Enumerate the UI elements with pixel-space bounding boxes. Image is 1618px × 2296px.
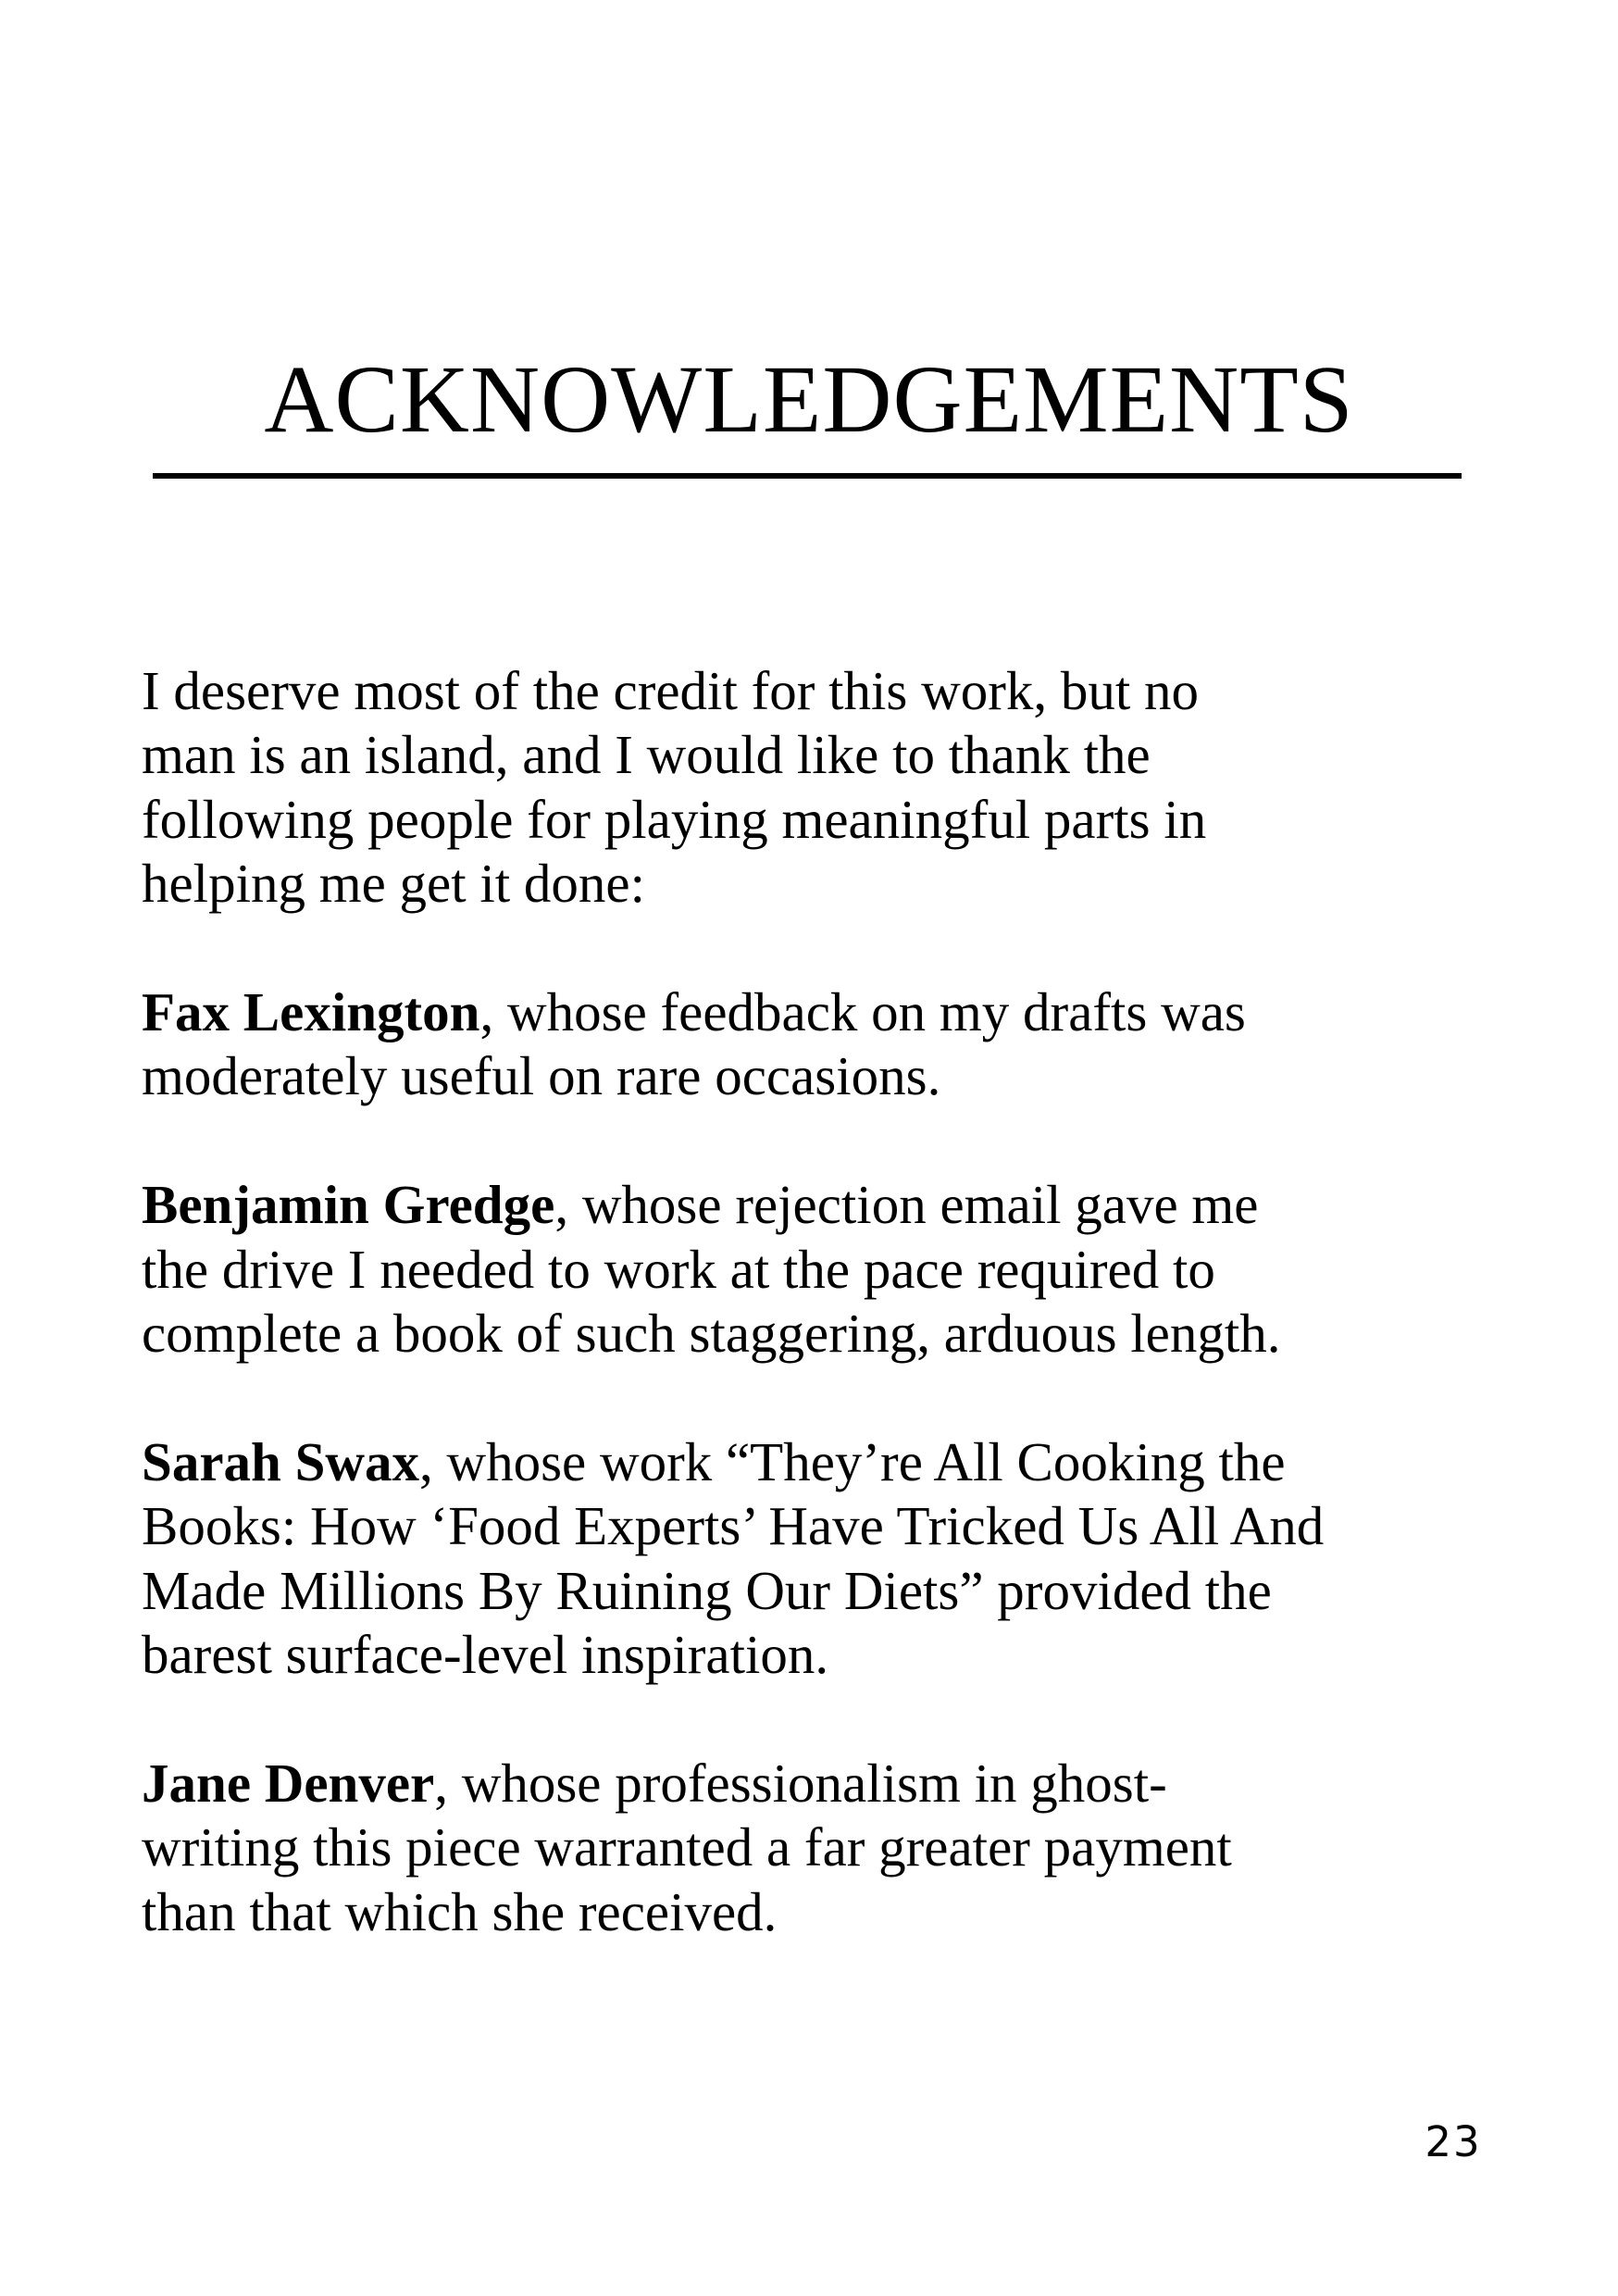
entry-text: , whose work “They’re All Cooking the: [418, 1430, 1286, 1492]
page-title: ACKNOWLEDGEMENTS: [264, 346, 1354, 453]
entry-line: complete a book of such staggering, arduous length.: [142, 1303, 1281, 1365]
entry-line: barest surface-level inspiration.: [142, 1624, 829, 1686]
entry-text: , whose rejection email gave me: [554, 1174, 1259, 1236]
entry-line: moderately useful on rare occasions.: [142, 1045, 941, 1107]
entry-line: than that which she received.: [142, 1880, 778, 1942]
acknowledgement-entry: [142, 980, 1586, 1109]
person-name: Sarah Swax: [142, 1430, 419, 1492]
person-name: Benjamin Gredge: [142, 1174, 555, 1236]
intro-line: man is an island, and I would like to thank the: [142, 724, 1151, 786]
entry-line: the drive I needed to work at the pace required to: [142, 1238, 1215, 1300]
intro-line: helping me get it done:: [142, 853, 645, 915]
entry-text: , whose feedback on my drafts was: [479, 981, 1246, 1043]
entry-line: Made Millions By Ruining Our Diets” provided the: [142, 1559, 1272, 1621]
intro-paragraph: [142, 659, 1586, 917]
acknowledgement-entry: [142, 1430, 1586, 1688]
acknowledgements-body: [142, 659, 1586, 2008]
acknowledgement-entry: [142, 1173, 1586, 1366]
intro-line: I deserve most of the credit for this work, but no: [142, 660, 1200, 721]
entry-first-line: [142, 1752, 1586, 1816]
entry-line: writing this piece warranted a far greater payment: [142, 1816, 1232, 1878]
entry-text: , whose professionalism in ghost-: [434, 1752, 1167, 1814]
entry-line: Books: How ‘Food Experts’ Have Tricked Us All And: [142, 1495, 1325, 1557]
person-name: Fax Lexington: [142, 981, 480, 1043]
entry-first-line: [142, 980, 1586, 1044]
title-underline-rule: [153, 473, 1462, 479]
page-number: 23: [1425, 2117, 1482, 2166]
entry-first-line: [142, 1430, 1586, 1494]
intro-line: following people for playing meaningful parts in: [142, 788, 1207, 850]
entry-first-line: [142, 1173, 1586, 1237]
acknowledgement-entry: [142, 1752, 1586, 1944]
person-name: Jane Denver: [142, 1752, 435, 1814]
